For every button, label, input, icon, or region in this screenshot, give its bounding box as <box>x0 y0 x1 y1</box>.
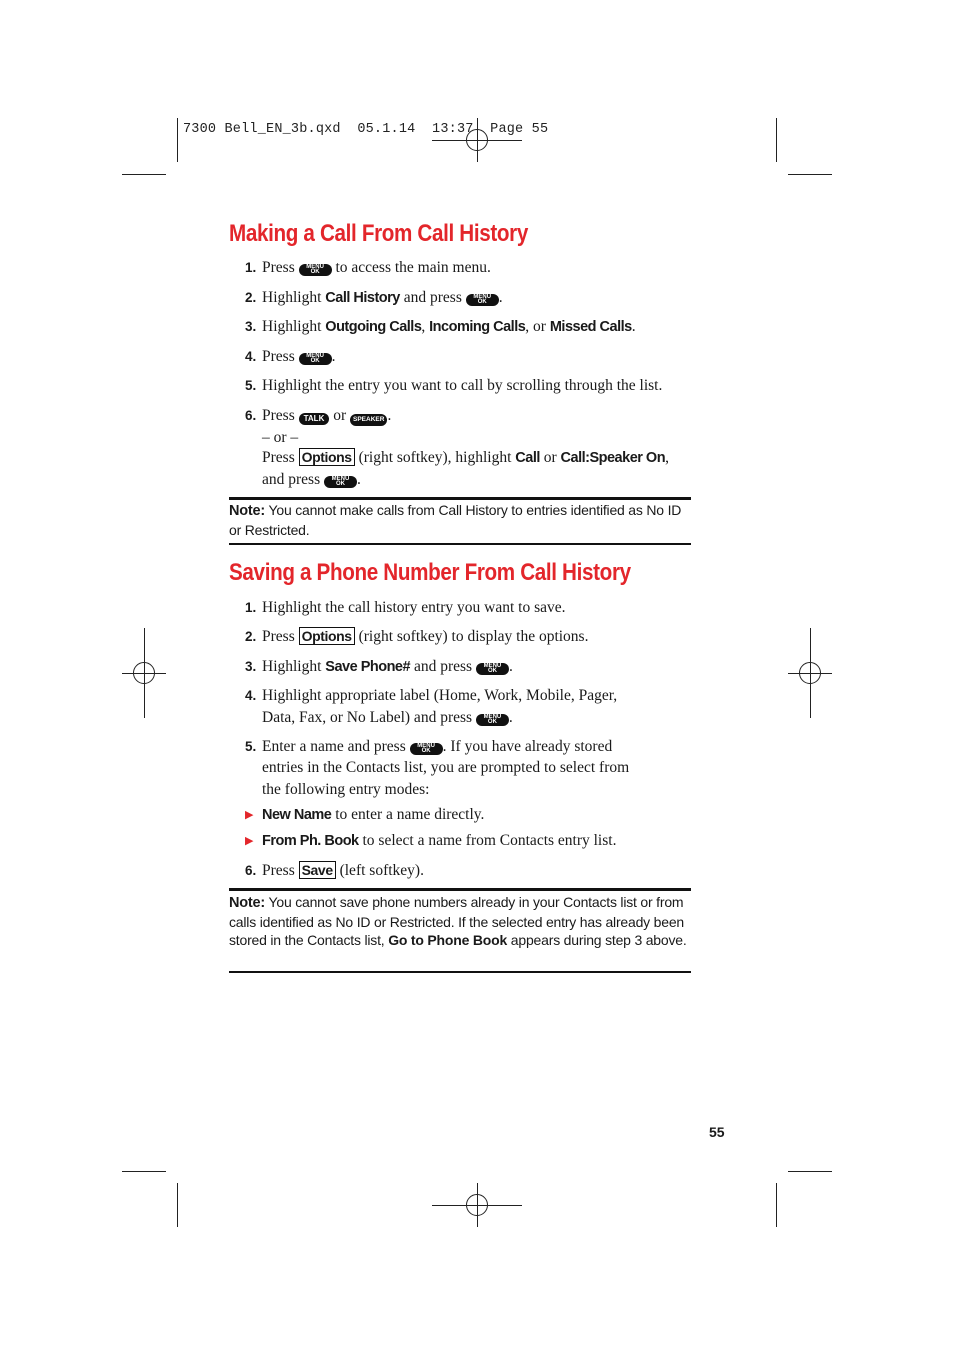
step-item: 1. Highlight the call history entry you want to save. <box>245 599 566 616</box>
step-item: 5. Highlight the entry you want to call by scrolling through the list. <box>245 377 663 394</box>
menu-ok-key-icon: MENU OK <box>324 476 357 488</box>
menu-ok-key-icon: MENU OK <box>299 264 332 276</box>
options-softkey-icon: Options <box>299 448 355 466</box>
page-number: 55 <box>709 1124 725 1140</box>
bullet-arrow-icon: ▶ <box>245 809 254 821</box>
note-box <box>229 893 691 950</box>
note-rule-top <box>229 497 691 500</box>
note-rule-bottom <box>229 971 691 973</box>
note-text: appears during step 3 above. <box>510 932 687 949</box>
step-item: 5. Enter a name and press MENU OK . If you have already stored <box>245 738 613 755</box>
section-title-saving-number: Saving a Phone Number From Call History <box>229 559 631 586</box>
note-label: Note: <box>229 503 266 519</box>
menu-ok-key-icon: MENU OK <box>410 743 443 755</box>
registration-circle <box>799 662 821 684</box>
step-alt: – or – <box>262 429 299 446</box>
bullet-arrow-icon: ▶ <box>245 835 254 847</box>
options-softkey-icon: Options <box>299 627 355 645</box>
crop-mark <box>122 1171 166 1172</box>
step-item: 1. Press MENU OK to access the main menu. <box>245 259 491 276</box>
note-box <box>229 501 691 539</box>
crop-mark <box>788 174 832 175</box>
crop-mark <box>177 118 178 162</box>
bullet-item: ▶ New Name to enter a name directly. <box>262 804 690 826</box>
crop-mark <box>776 1183 777 1227</box>
menu-ok-key-icon: MENU OK <box>299 353 332 365</box>
step-item: 6. Press Save (left softkey). <box>245 862 424 879</box>
crop-mark <box>776 118 777 162</box>
print-slug: 7300 Bell_EN_3b.qxd 05.1.14 13:37 Page 55 <box>183 122 549 137</box>
talk-key-icon: TALK <box>299 413 330 425</box>
menu-ok-key-icon: MENU OK <box>466 294 499 306</box>
step-item: 2. Press Options (right softkey) to display the options. <box>245 628 589 645</box>
note-text: You cannot make calls from Call History to entries identified as No ID or Restricted. <box>229 502 682 538</box>
menu-ok-key-icon: MENU OK <box>476 663 509 675</box>
crop-mark <box>788 1171 832 1172</box>
step-item: 3. Highlight Outgoing Calls, Incoming Calls, or Missed Calls. <box>245 318 636 335</box>
step-item: 4. Highlight appropriate label (Home, Work, Mobile, Pager, <box>245 687 618 704</box>
menu-ok-key-icon: MENU OK <box>476 714 509 726</box>
note-rule-bottom <box>229 543 691 545</box>
note-rule-top <box>229 888 691 891</box>
step-item-cont: entries in the Contacts list, you are prompted to select from <box>262 759 630 776</box>
step-item: 4. Press MENU OK . <box>245 348 336 365</box>
note-label: Note: <box>229 895 266 911</box>
save-softkey-icon: Save <box>299 861 336 879</box>
bullet-item: ▶ From Ph. Book to select a name from Contacts entry list. <box>262 830 690 852</box>
step-alt: Press Options (right softkey), highlight Call or Call:Speaker On, <box>262 449 669 466</box>
note-bold: Go to Phone Book <box>388 932 508 949</box>
step-item: 3. Highlight Save Phone# and press MENU OK . <box>245 658 513 675</box>
crop-mark <box>177 1183 178 1227</box>
speaker-key-icon: SPEAKER <box>350 414 387 426</box>
section-title-making-call: Making a Call From Call History <box>229 220 529 247</box>
step-item: 6. Press TALK or SPEAKER . <box>245 407 392 424</box>
step-item-cont: the following entry modes: <box>262 781 430 798</box>
note-text: You cannot save phone numbers already in your Contacts list or from calls identified as No ID or Restricted. If the selected entry has already been stored in the Contacts list, <box>229 894 684 949</box>
step-alt: and press MENU OK . <box>262 471 361 488</box>
registration-circle <box>133 662 155 684</box>
step-item: 2. Highlight Call History and press MENU OK . <box>245 289 503 306</box>
step-item-cont: Data, Fax, or No Label) and press MENU OK . <box>262 709 513 726</box>
registration-circle <box>466 1194 488 1216</box>
crop-mark <box>122 174 166 175</box>
